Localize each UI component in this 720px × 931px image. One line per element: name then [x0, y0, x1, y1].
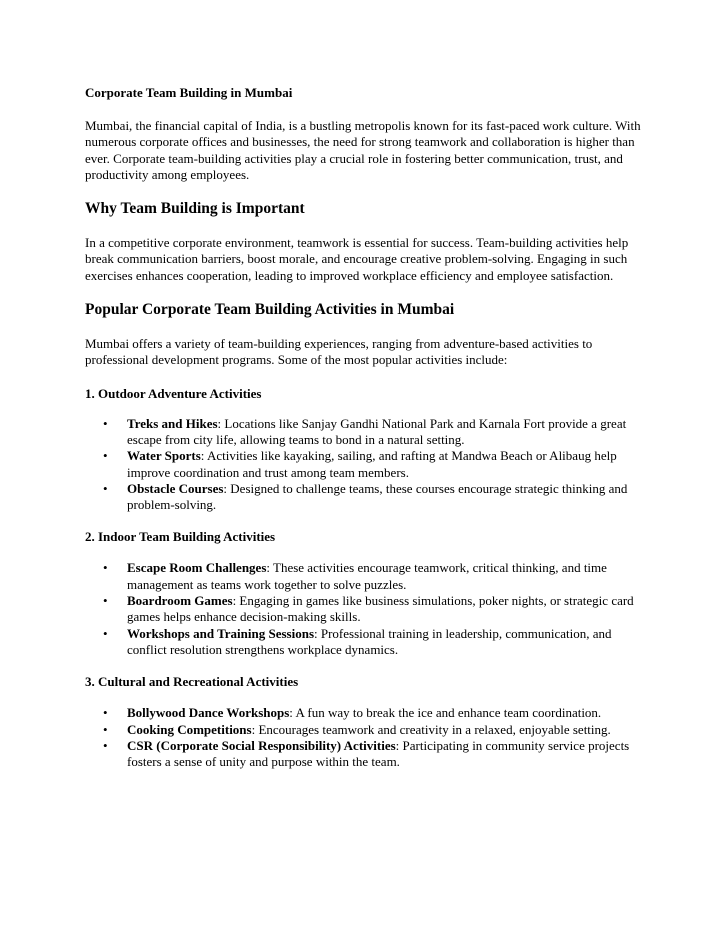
list-item — [85, 722, 645, 738]
item-term: Cooking Competitions — [127, 721, 252, 737]
section-heading: 2. Indoor Team Building Activities — [85, 529, 276, 545]
list-item — [85, 448, 645, 481]
popular-heading: Popular Corporate Team Building Activities in Mumbai — [85, 301, 455, 319]
item-description: : Participating in community service projects fosters a sense of unity and purpose within the team. — [127, 737, 630, 770]
item-description: : Encourages teamwork and creativity in a relaxed, enjoyable setting. — [251, 721, 611, 737]
item-description: : These activities encourage teamwork, critical thinking, and time management as teams work together to solve puzzles. — [127, 560, 607, 592]
item-description: : Locations like Sanjay Gandhi National Park and Karnala Fort provide a great escape from city life, allowing teams to bond in a natural setting. — [127, 415, 627, 447]
bullet-icon: • — [103, 705, 108, 721]
bullet-icon: • — [103, 448, 108, 464]
bullet-icon: • — [103, 737, 108, 753]
bullet-list — [85, 705, 645, 770]
list-item — [85, 738, 645, 771]
bullet-icon: • — [103, 625, 108, 641]
why-paragraph: In a competitive corporate environment, teamwork is essential for success. Team-building activities help break communication barriers, boost morale, and encourage creative problem-solving. Engaging in such exercises enhances cooperation, leading to improved workplace efficiency and employee satisfaction. — [85, 235, 629, 283]
item-term: Escape Room Challenges — [127, 560, 267, 576]
bullet-list — [85, 416, 645, 514]
item-description: : A fun way to break the ice and enhance team coordination. — [289, 705, 602, 721]
item-term: Treks and Hikes — [127, 415, 218, 431]
item-term: CSR (Corporate Social Responsibility) Activities — [127, 737, 396, 753]
popular-paragraph: Mumbai offers a variety of team-building experiences, ranging from adventure-based activities to professional development programs. Some of the most popular activities include: — [85, 336, 593, 368]
list-item — [85, 481, 645, 514]
item-term: Workshops and Training Sessions — [127, 625, 315, 641]
document-page — [85, 85, 645, 770]
bullet-icon: • — [103, 721, 108, 737]
section-heading: 1. Outdoor Adventure Activities — [85, 385, 262, 401]
list-item — [85, 705, 645, 721]
item-term: Bollywood Dance Workshops — [127, 705, 290, 721]
bullet-icon: • — [103, 480, 108, 496]
why-heading: Why Team Building is Important — [85, 200, 305, 218]
item-term: Water Sports — [127, 448, 201, 464]
intro-paragraph: Mumbai, the financial capital of India, is a bustling metropolis known for its fast-paced work culture. With numerous corporate offices and businesses, the need for strong teamwork and collaboration is higher than ever. Corporate team-building activities play a crucial role in fostering better communication, trust, and productivity among employees. — [85, 118, 641, 182]
bullet-icon: • — [103, 593, 108, 609]
list-item — [85, 626, 645, 659]
list-item — [85, 560, 645, 593]
bullet-list — [85, 560, 645, 658]
document-title: Corporate Team Building in Mumbai — [85, 85, 293, 100]
list-item — [85, 416, 645, 449]
list-item — [85, 593, 645, 626]
bullet-icon: • — [103, 560, 108, 576]
item-description: : Activities like kayaking, sailing, and rafting at Mandwa Beach or Alibaug help improve coordination and trust among team members. — [127, 448, 617, 480]
section-heading: 3. Cultural and Recreational Activities — [85, 674, 299, 690]
item-description: : Professional training in leadership, communication, and conflict resolution strengthens workplace dynamics. — [127, 625, 612, 657]
bullet-icon: • — [103, 415, 108, 431]
item-description: : Designed to challenge teams, these courses encourage strategic thinking and problem-solving. — [127, 480, 628, 513]
item-term: Obstacle Courses — [127, 480, 224, 496]
item-description: : Engaging in games like business simulations, poker nights, or strategic card games helps enhance decision-making skills. — [127, 593, 634, 625]
item-term: Boardroom Games — [127, 593, 233, 609]
